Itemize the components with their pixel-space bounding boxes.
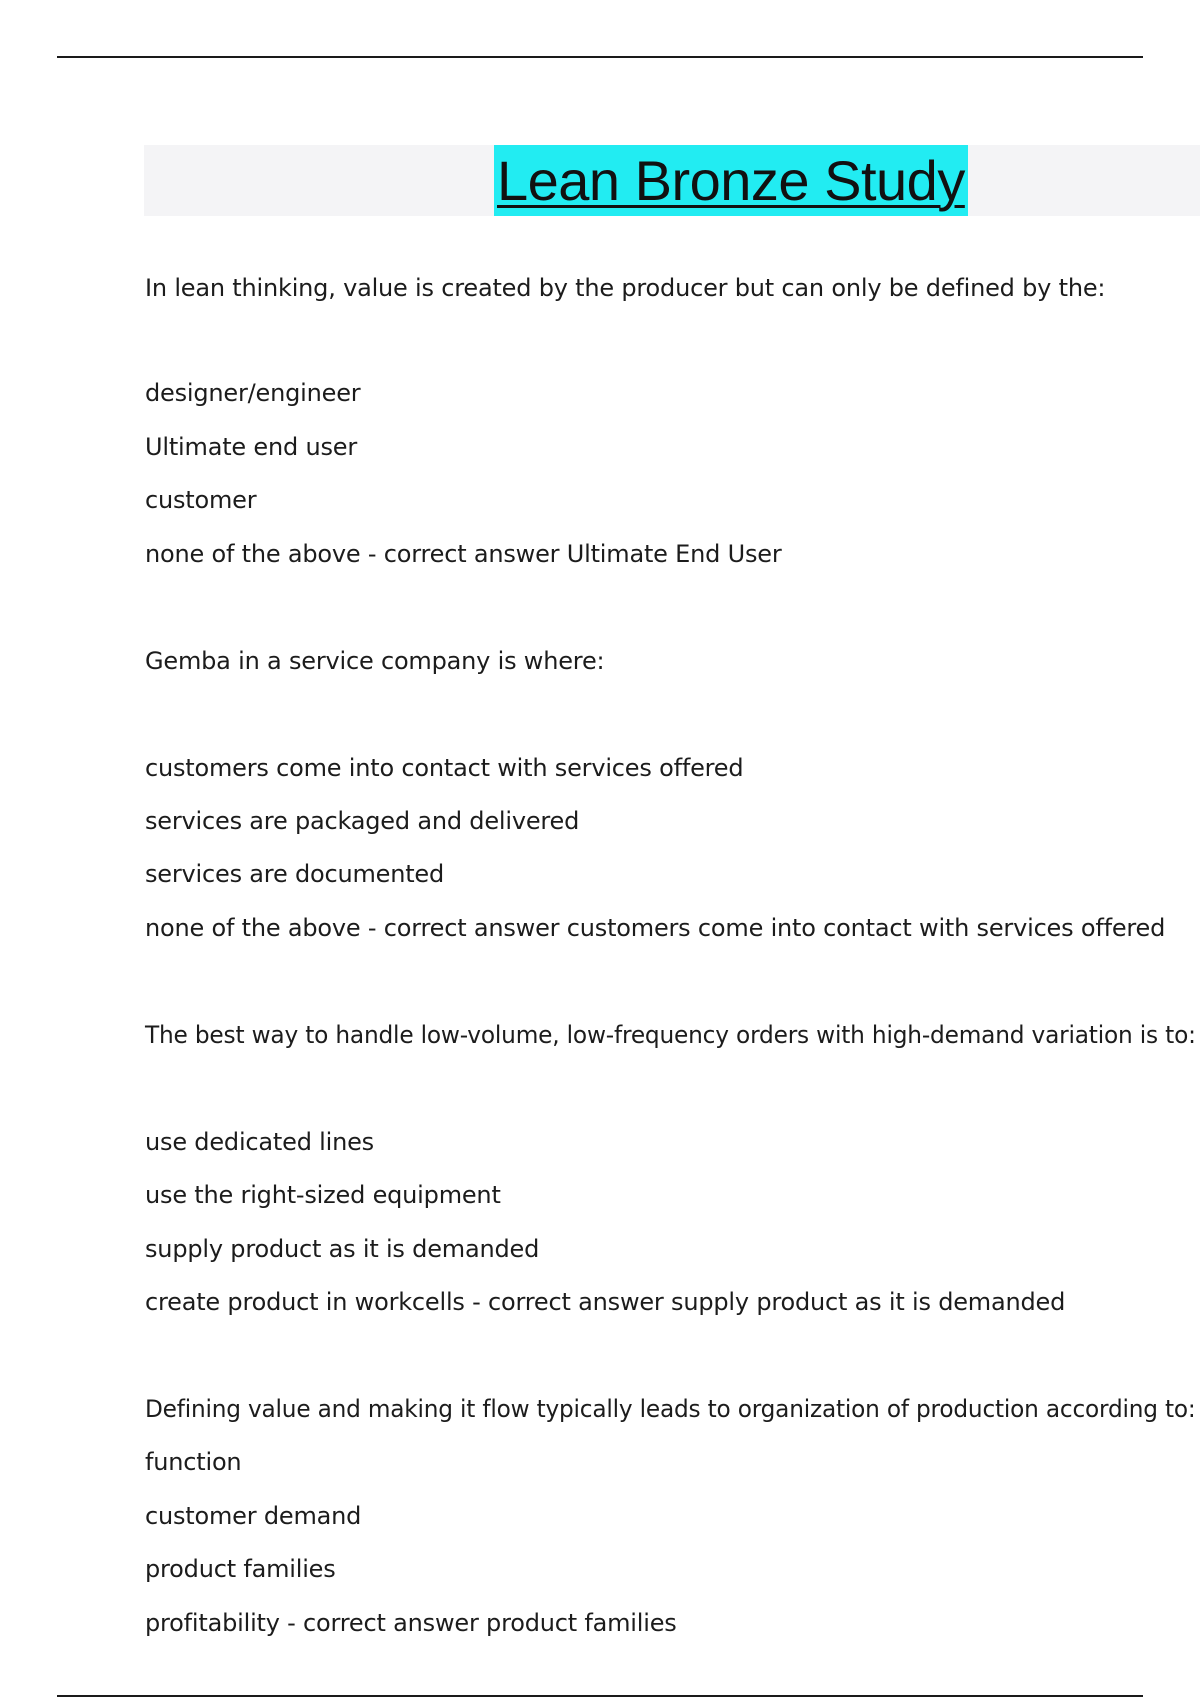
question-4-option-2: customer demand	[145, 1502, 362, 1530]
question-3-option-4-answer: create product in workcells - correct answer supply product as it is demanded	[145, 1288, 1066, 1316]
document-title: Lean Bronze Study	[494, 145, 968, 216]
question-4-option-1: function	[145, 1448, 242, 1476]
question-2-option-1: customers come into contact with services offered	[145, 754, 744, 782]
question-4-prompt: Defining value and making it flow typically leads to organization of production according to:	[145, 1395, 1196, 1423]
question-3-prompt: The best way to handle low-volume, low-frequency orders with high-demand variation is to:	[145, 1021, 1196, 1049]
question-3-option-2: use the right-sized equipment	[145, 1181, 501, 1209]
question-4-option-4-answer: profitability - correct answer product families	[145, 1609, 677, 1637]
question-3-option-1: use dedicated lines	[145, 1128, 374, 1156]
question-1-option-3: customer	[145, 486, 257, 514]
question-2-option-2: services are packaged and delivered	[145, 807, 580, 835]
question-4-option-3: product families	[145, 1555, 336, 1583]
question-1-option-2: Ultimate end user	[145, 433, 357, 461]
question-2-option-4-answer: none of the above - correct answer customers come into contact with services offered	[145, 914, 1166, 942]
question-1-option-1: designer/engineer	[145, 379, 361, 407]
question-1-option-4-answer: none of the above - correct answer Ultimate End User	[145, 540, 782, 568]
bottom-rule	[57, 1695, 1143, 1697]
question-3-option-3: supply product as it is demanded	[145, 1235, 540, 1263]
question-1-prompt: In lean thinking, value is created by the producer but can only be defined by the:	[145, 274, 1106, 302]
question-2-option-3: services are documented	[145, 860, 445, 888]
question-2-prompt: Gemba in a service company is where:	[145, 647, 605, 675]
top-rule	[57, 56, 1143, 58]
